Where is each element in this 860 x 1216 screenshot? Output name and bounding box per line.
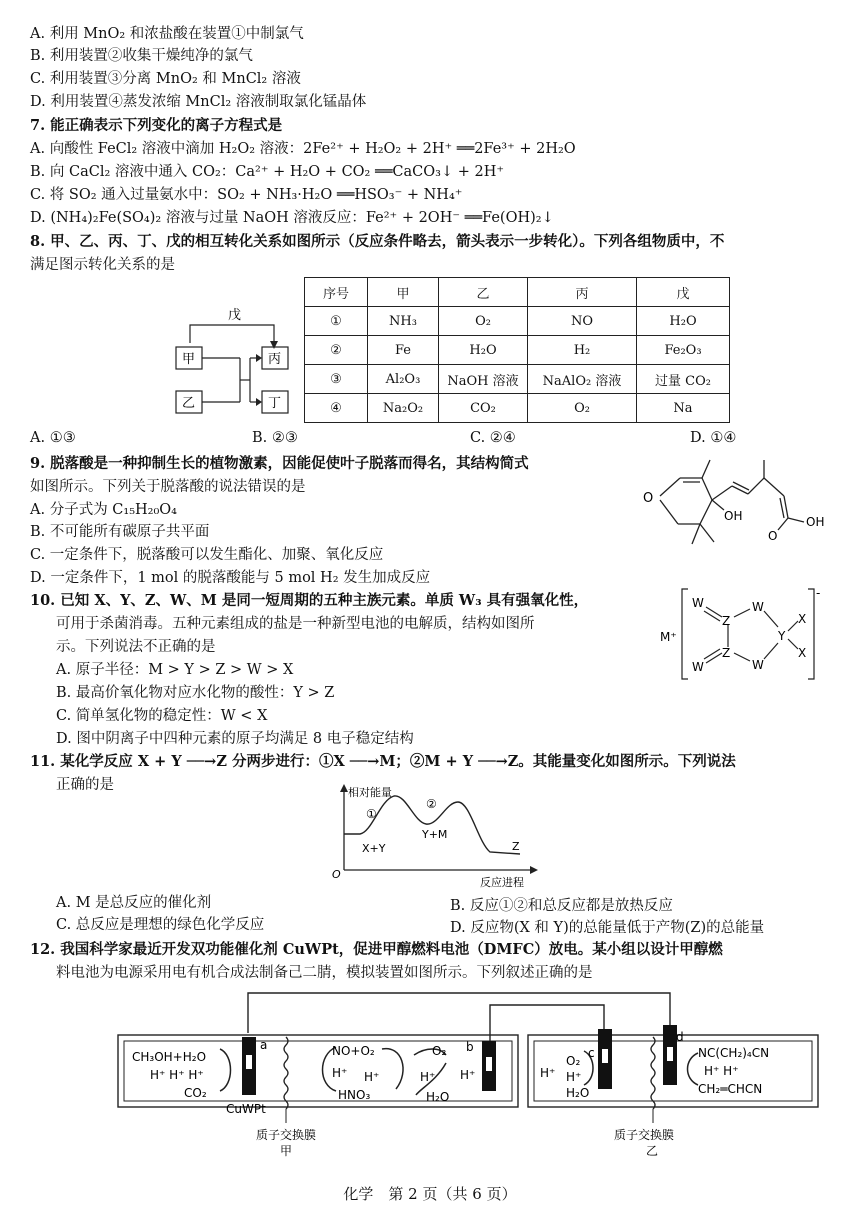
- chart-step2-label: ②: [426, 797, 437, 811]
- q11-option-d: D. 反应物(X 和 Y)的总能量低于产物(Z)的总能量: [450, 920, 765, 936]
- struct-x-top: X: [798, 612, 807, 626]
- q12-stem-line2: 料电池为电源采用电有机合成法制备己二腈，模拟装置如图所示。下列叙述正确的是: [56, 965, 593, 981]
- label-cell-yi: 乙: [646, 1144, 659, 1158]
- chart-origin: O: [332, 868, 341, 881]
- struct-acid-oh: OH: [806, 515, 825, 529]
- struct-acid-o: O: [768, 529, 778, 543]
- q8-option-d: D. ①④: [690, 430, 737, 446]
- table-cell: Fe₂O₃: [637, 336, 730, 365]
- table-row: [305, 394, 730, 423]
- table-cell: ②: [305, 336, 368, 365]
- chart-xlabel: 反应进程: [480, 876, 524, 889]
- label-no-o2: NO+O₂: [332, 1044, 375, 1058]
- chart-z-label: Z: [512, 840, 520, 853]
- q7-option-c: C. 将 SO₂ 通入过量氨水中：SO₂ + NH₃·H₂O ══HSO₃⁻ + NH₄⁺: [30, 187, 463, 203]
- q11-option-a: A. M 是总反应的催化剂: [56, 895, 212, 911]
- label-ch3oh: CH₃OH+H₂O: [132, 1050, 207, 1064]
- anion-structure: [658, 585, 838, 685]
- table-cell: NaAlO₂ 溶液: [528, 365, 637, 394]
- label-hno3: HNO₃: [338, 1088, 371, 1102]
- q8-conversion-diagram: [170, 305, 300, 425]
- table-cell: H₂O: [637, 307, 730, 336]
- struct-w-bottom: W: [692, 660, 704, 674]
- table-cell: Al₂O₃: [368, 365, 439, 394]
- q9-stem-line1: 9. 脱落酸是一种抑制生长的植物激素，因能促使叶子脱落而得名，其结构简式: [30, 455, 529, 472]
- q11-option-c: C. 总反应是理想的绿色化学反应: [56, 917, 265, 933]
- q6-option-c: C. 利用装置③分离 MnO₂ 和 MnCl₂ 溶液: [30, 71, 301, 87]
- q9-option-b: B. 不可能所有碳原子共平面: [30, 524, 210, 540]
- q8-stem-line2: 满足图示转化关系的是: [30, 257, 175, 273]
- q6-option-a: A. 利用 MnO₂ 和浓盐酸在装置①中制氯气: [30, 26, 304, 42]
- page-footer: 化学 第 2 页（共 6 页）: [343, 1185, 517, 1203]
- struct-cation-m: M⁺: [660, 630, 677, 644]
- chart-ym-label: Y+M: [422, 828, 448, 841]
- table-cell: 过量 CO₂: [637, 365, 730, 394]
- table-cell: ④: [305, 394, 368, 423]
- label-membrane-left: 质子交换膜: [256, 1128, 317, 1142]
- struct-z-bottom: Z: [722, 646, 731, 660]
- struct-w-top-ring: W: [752, 600, 764, 614]
- table-cell: Na₂O₂: [368, 394, 439, 423]
- q10-option-b: B. 最高价氧化物对应水化物的酸性：Y > Z: [56, 685, 335, 701]
- electrolysis-apparatus: [110, 985, 830, 1170]
- label-h-mid1: H⁺: [332, 1066, 348, 1080]
- q6-option-d: D. 利用装置④蒸发浓缩 MnCl₂ 溶液制取氯化锰晶体: [30, 94, 367, 110]
- q11-stem-line2: 正确的是: [56, 777, 114, 793]
- diagram-box-ding: 丁: [268, 396, 282, 411]
- energy-profile-chart: [330, 782, 540, 892]
- table-header: 序号: [305, 278, 368, 307]
- q6-option-b: B. 利用装置②收集干燥纯净的氯气: [30, 48, 253, 64]
- struct-z-top: Z: [722, 614, 731, 628]
- chart-ylabel: 相对能量: [348, 786, 392, 799]
- label-h-c1: H⁺: [540, 1066, 556, 1080]
- table-cell: NaOH 溶液: [439, 365, 528, 394]
- q8-option-b: B. ②③: [252, 430, 298, 446]
- struct-oh: OH: [724, 509, 743, 523]
- table-cell: NO: [528, 307, 637, 336]
- table-cell: Na: [637, 394, 730, 423]
- q10-option-c: C. 简单氢化物的稳定性：W < X: [56, 708, 268, 724]
- table-header: 戊: [637, 278, 730, 307]
- table-cell: NH₃: [368, 307, 439, 336]
- q11-option-b: B. 反应①②和总反应都是放热反应: [450, 898, 673, 914]
- label-o2-c: O₂: [566, 1054, 581, 1068]
- q10-option-d: D. 图中阴离子中四种元素的原子均满足 8 电子稳定结构: [56, 731, 414, 747]
- table-header: 乙: [439, 278, 528, 307]
- diagram-box-yi: 乙: [182, 396, 196, 411]
- struct-ketone-o: O: [643, 491, 654, 506]
- q7-stem: 7. 能正确表示下列变化的离子方程式是: [30, 117, 283, 134]
- table-row: [305, 307, 730, 336]
- label-cuwpt: CuWPt: [226, 1102, 266, 1116]
- label-h2o-c: H₂O: [566, 1086, 590, 1100]
- label-co2: CO₂: [184, 1086, 207, 1100]
- table-row: [305, 365, 730, 394]
- q8-option-a: A. ①③: [30, 430, 76, 446]
- q8-table: [304, 277, 730, 423]
- q12-stem-line1: 12. 我国科学家最近开发双功能催化剂 CuWPt，促进甲醇燃料电池（DMFC）放电。某小组以设计甲醇燃: [30, 941, 723, 958]
- label-h-mid3: H⁺: [420, 1070, 436, 1084]
- label-electrode-d: d: [676, 1030, 684, 1044]
- diagram-label-wu: 戊: [228, 308, 242, 323]
- table-cell: O₂: [528, 394, 637, 423]
- chart-step1-label: ①: [366, 807, 377, 821]
- label-adiponitrile: NC(CH₂)₄CN: [698, 1046, 770, 1060]
- diagram-box-bing: 丙: [268, 352, 282, 367]
- q10-stem-line3: 示。下列说法不正确的是: [56, 639, 216, 655]
- label-h-b: H⁺: [460, 1068, 476, 1082]
- label-cell-jia: 甲: [280, 1144, 293, 1158]
- label-h-c2: H⁺: [566, 1070, 582, 1084]
- table-cell: H₂O: [439, 336, 528, 365]
- diagram-box-jia: 甲: [182, 352, 196, 367]
- q11-stem-line1: 11. 某化学反应 X + Y ──→Z 分两步进行：①X ──→M；②M + Y ──→Z。其能量变化如图所示。下列说法: [30, 753, 736, 770]
- table-header-row: [305, 278, 730, 307]
- q9-option-c: C. 一定条件下，脱落酸可以发生酯化、加聚、氧化反应: [30, 547, 384, 563]
- label-h2o: H₂O: [426, 1090, 450, 1104]
- table-cell: ③: [305, 365, 368, 394]
- label-acrylonitrile: CH₂═CHCN: [698, 1082, 763, 1096]
- label-o2-right: O₂: [432, 1044, 447, 1058]
- q7-option-a: A. 向酸性 FeCl₂ 溶液中滴加 H₂O₂ 溶液：2Fe²⁺ + H₂O₂ + 2H⁺ ══2Fe³⁺ + 2H₂O: [30, 141, 576, 157]
- table-cell: CO₂: [439, 394, 528, 423]
- label-h-d: H⁺ H⁺: [704, 1064, 739, 1078]
- q9-option-d: D. 一定条件下，1 mol 的脱落酸能与 5 mol H₂ 发生加成反应: [30, 570, 431, 586]
- label-electrode-c: c: [588, 1046, 595, 1060]
- label-h-left: H⁺ H⁺ H⁺: [150, 1068, 204, 1082]
- q10-stem-line2: 可用于杀菌消毒。五种元素组成的盐是一种新型电池的电解质，结构如图所: [56, 616, 535, 632]
- label-electrode-b: b: [466, 1040, 474, 1054]
- q9-option-a: A. 分子式为 C₁₅H₂₀O₄: [30, 502, 177, 518]
- table-cell: H₂: [528, 336, 637, 365]
- struct-w-top: W: [692, 596, 704, 610]
- q7-option-b: B. 向 CaCl₂ 溶液中通入 CO₂：Ca²⁺ + H₂O + CO₂ ══CaCO₃↓ + 2H⁺: [30, 164, 505, 180]
- table-header: 甲: [368, 278, 439, 307]
- table-cell: O₂: [439, 307, 528, 336]
- table-row: [305, 336, 730, 365]
- struct-y: Y: [778, 629, 786, 643]
- q8-stem-line1: 8. 甲、乙、丙、丁、戊的相互转化关系如图所示（反应条件略去，箭头表示一步转化）。下列各组物质中，不: [30, 233, 725, 250]
- label-membrane-right: 质子交换膜: [614, 1128, 675, 1142]
- abscisic-acid-structure: [640, 448, 840, 558]
- struct-charge: -: [816, 586, 821, 600]
- label-h-mid2: H⁺: [364, 1070, 380, 1084]
- q9-stem-line2: 如图所示。下列关于脱落酸的说法错误的是: [30, 479, 306, 495]
- table-header: 丙: [528, 278, 637, 307]
- chart-xy-label: X+Y: [362, 842, 386, 855]
- struct-w-bottom-ring: W: [752, 658, 764, 672]
- table-cell: ①: [305, 307, 368, 336]
- q10-option-a: A. 原子半径：M > Y > Z > W > X: [56, 662, 294, 678]
- q7-option-d: D. (NH₄)₂Fe(SO₄)₂ 溶液与过量 NaOH 溶液反应：Fe²⁺ + 2OH⁻ ══Fe(OH)₂↓: [30, 210, 554, 226]
- table-cell: Fe: [368, 336, 439, 365]
- struct-x-bottom: X: [798, 646, 807, 660]
- q10-stem-line1: 10. 已知 X、Y、Z、W、M 是同一短周期的五种主族元素。单质 W₃ 具有强氧化性，: [30, 592, 589, 609]
- q8-option-c: C. ②④: [470, 430, 516, 446]
- label-electrode-a: a: [260, 1038, 268, 1052]
